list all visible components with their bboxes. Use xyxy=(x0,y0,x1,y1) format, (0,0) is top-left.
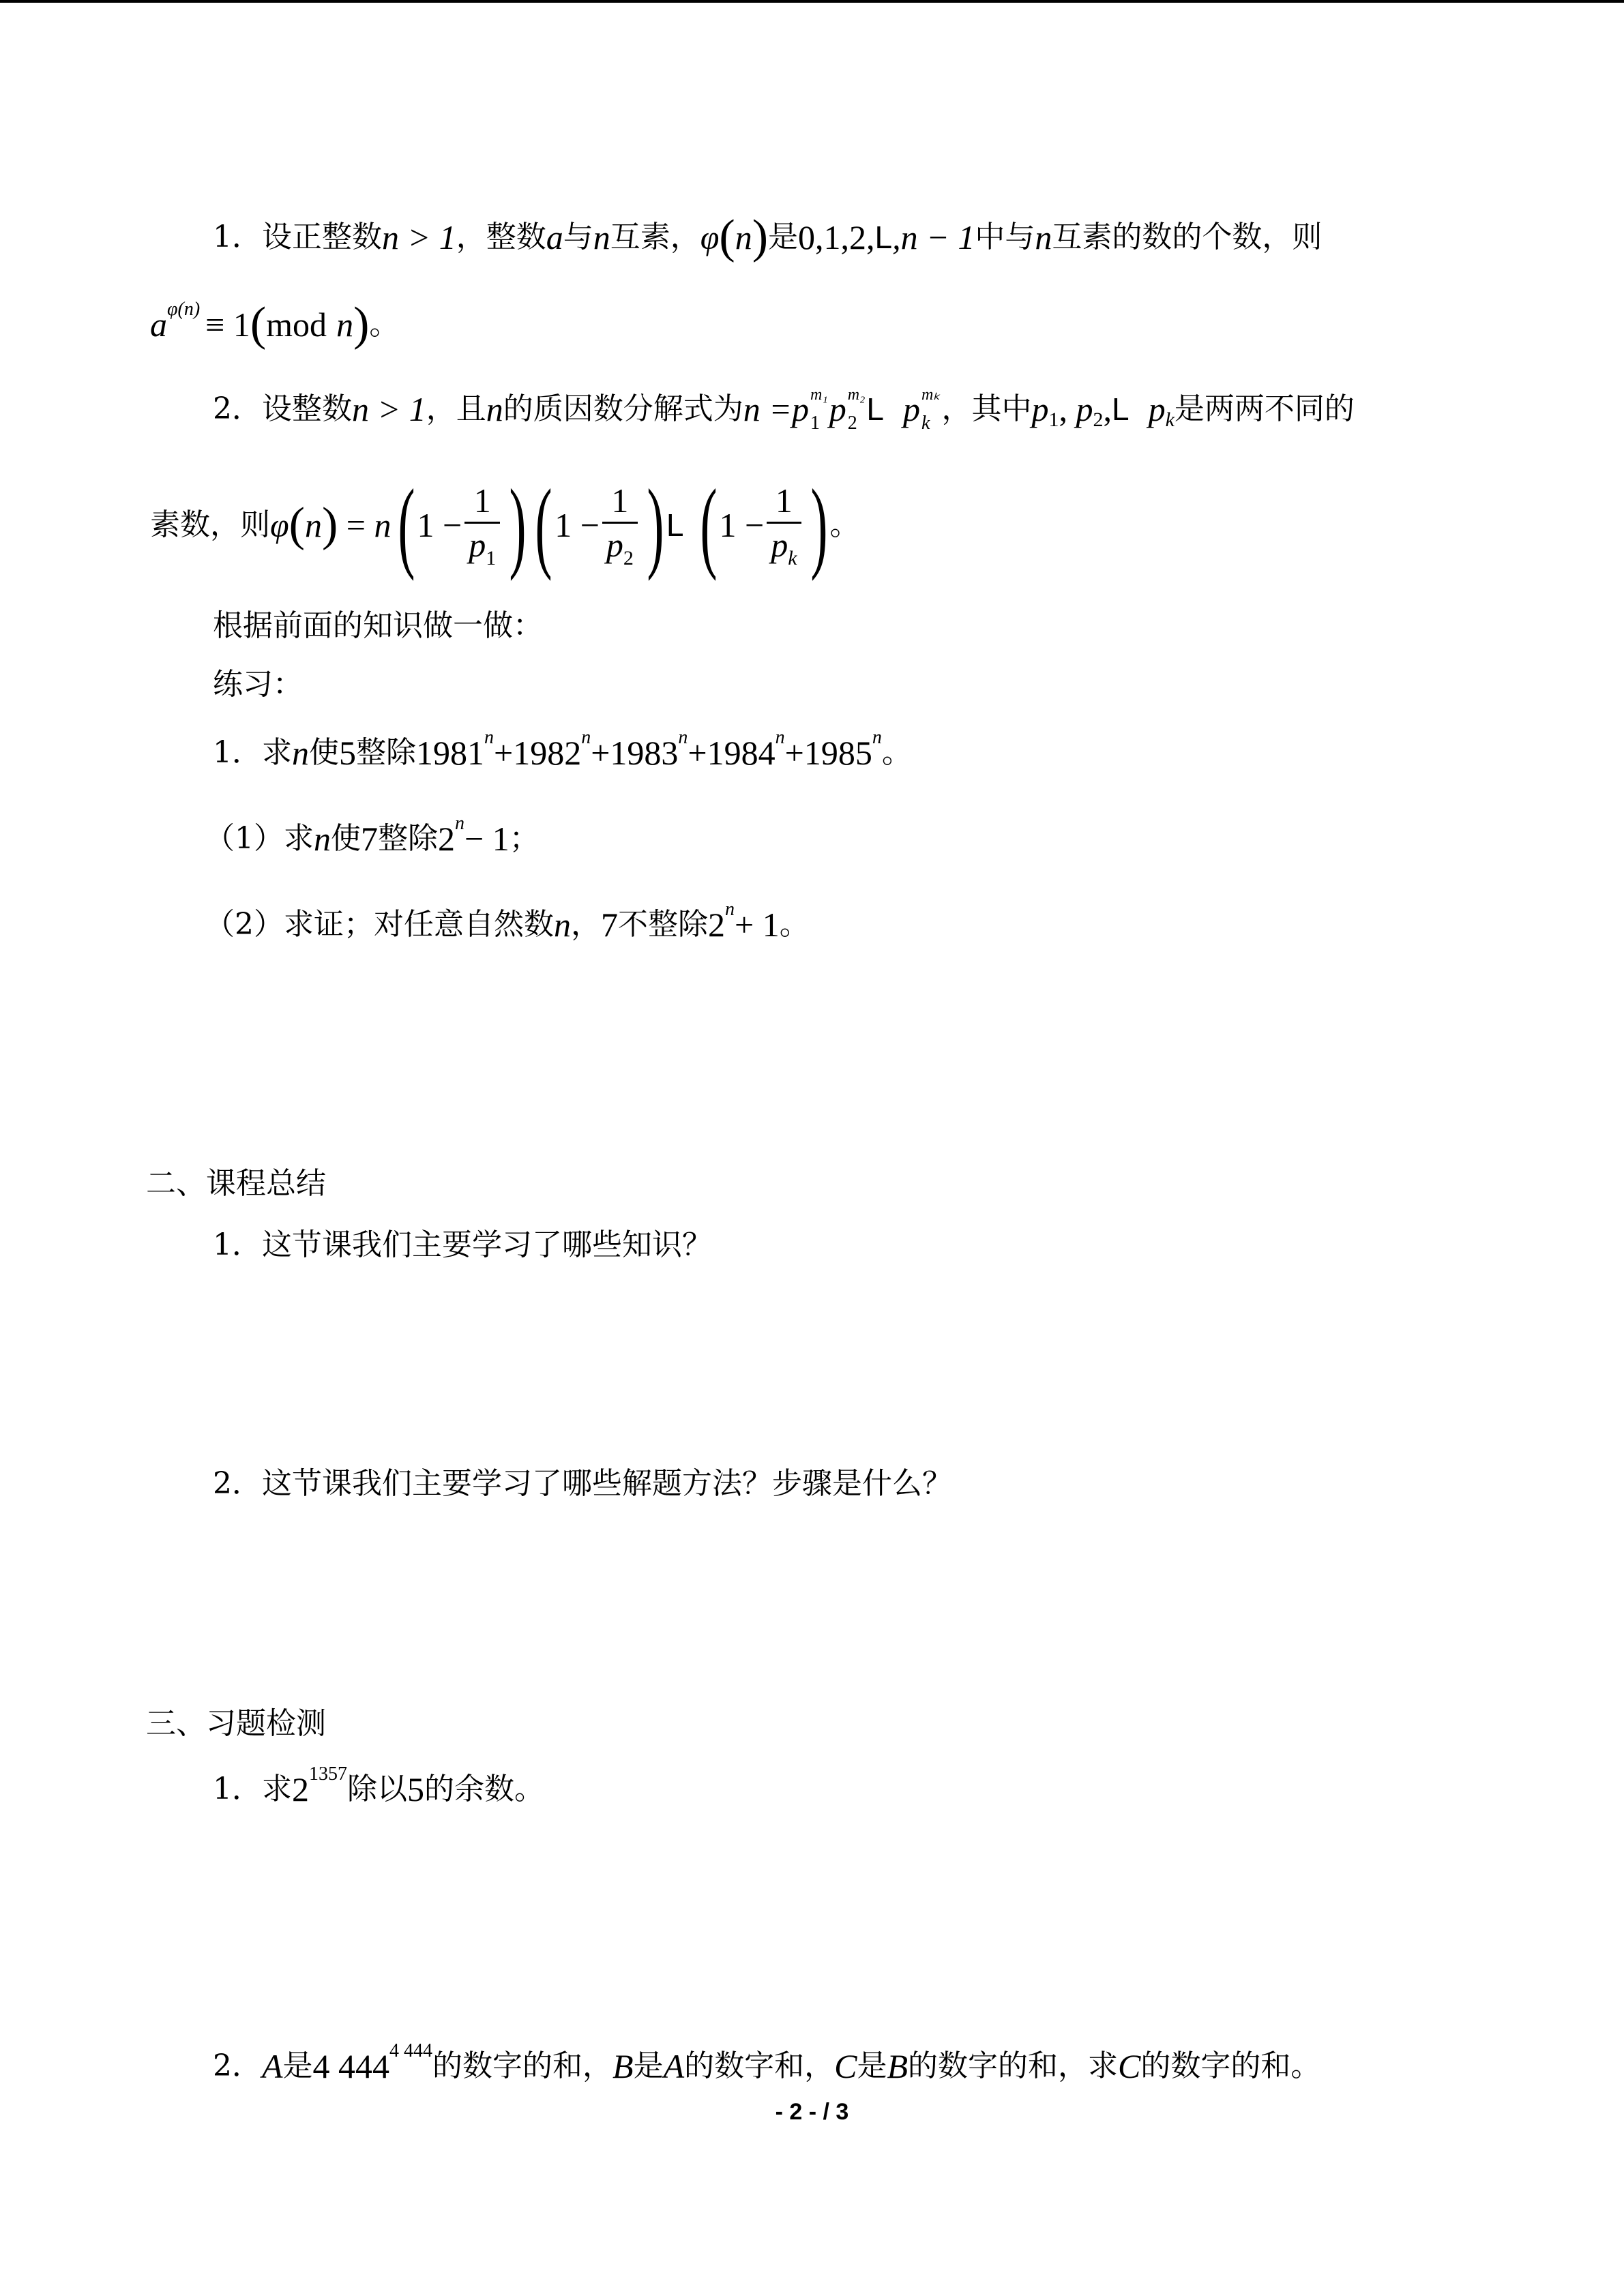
intro-text: 根据前面的知识做一做： xyxy=(213,608,543,643)
summary-title: 二、课程总结 xyxy=(146,1166,326,1201)
page-number-footer: - 2 - / 3 xyxy=(775,2099,849,2125)
fraction-1-over-p1: $\frac{1}{p_1}$ xyxy=(464,479,500,571)
practice-1-part-2: （2）求证；对任意自然数 n ， 7 不整除 2 n + 1 。 xyxy=(205,899,810,944)
exercise-2: 2． A 是 4 444 4 444 的数字的和， B 是 A 的数字和， C 是 B 的数字的和，求 C 的数字的和。 xyxy=(213,2040,1321,2085)
page-top-border xyxy=(0,0,1624,3)
practice-title: 练习： xyxy=(213,667,303,702)
factorization-line1: 2．设整数 n > 1 ，且 n 的质因数分解式为 n = p m₁ 1 p m₂ 2 L p mₖ k ，其中 p 1 , p 2 , L p k 是两两不同的 xyxy=(213,386,1355,434)
euler-theorem-line1: 1．设正整数 n > 1 ，整数 a 与 n 互素， φ ( n ) 是 0,1,2, L ,n − 1 中与 n 互素的数的个数，则 xyxy=(213,211,1323,263)
euler-congruence: a φ(n) ≡ 1 ( mod n ) 。 xyxy=(150,298,400,351)
exercises-title: 三、习题检测 xyxy=(146,1706,326,1741)
fraction-1-over-pk: $\frac{1}{p_k}$ xyxy=(767,479,801,571)
practice-1: 1．求 n 使 5 整除 1981 n + 1982 n + 1983 n + 1984 n + 1985 n 。 xyxy=(213,727,912,772)
practice-1-part-1: （1）求 n 使 7 整除 2 n − 1 ； xyxy=(205,813,540,858)
phi-formula: 素数，则 φ ( n ) = n ( 1 − $\frac{1}{p_1}$ ) ( 1 − $\frac{1}{p_2}$ ) L ( 1 − $\frac{1}{p_k}$ ) 。 xyxy=(150,468,860,582)
exercise-1: 1．求 2 1357 除以 5 的余数。 xyxy=(213,1763,544,1808)
summary-question-1: 1．这节课我们主要学习了哪些知识？ xyxy=(213,1227,712,1262)
summary-question-2: 2．这节课我们主要学习了哪些解题方法？步骤是什么？ xyxy=(213,1466,952,1501)
fraction-1-over-p2: $\frac{1}{p_2}$ xyxy=(602,479,638,571)
